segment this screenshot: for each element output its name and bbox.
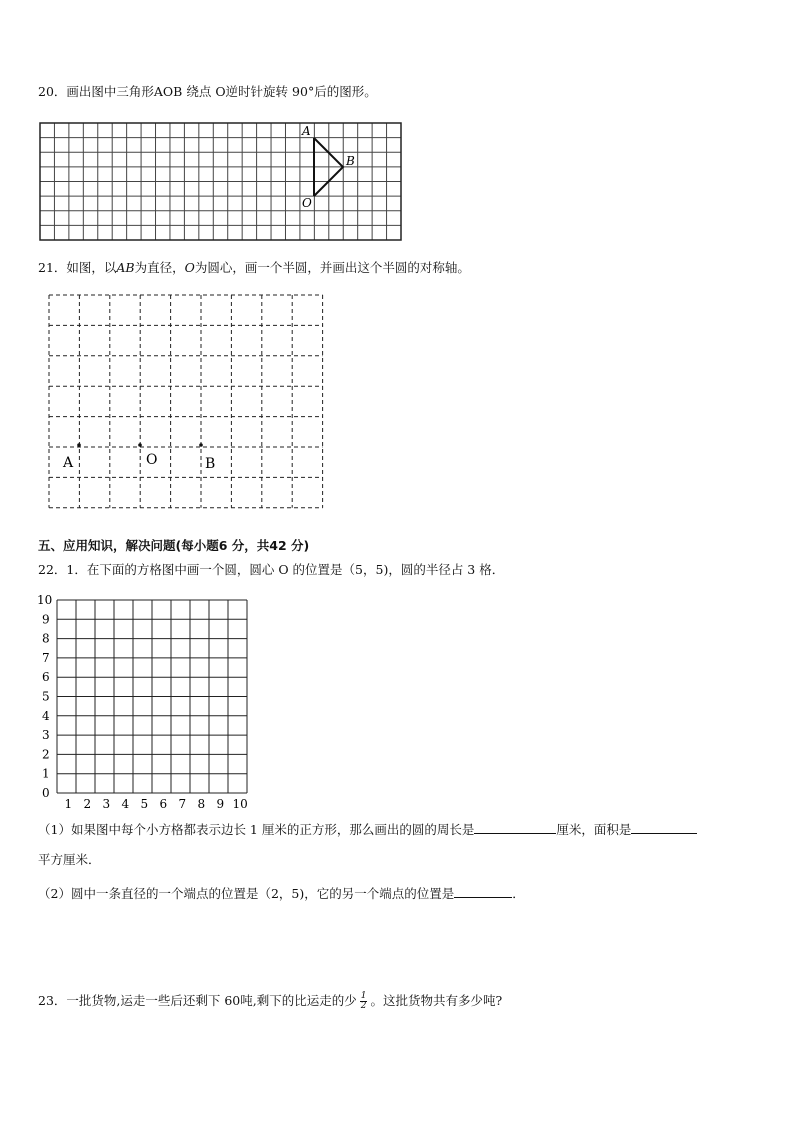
q21-mid: 为直径，: [134, 260, 185, 275]
x-tick-label: 4: [121, 797, 130, 811]
q21-ab: AB: [116, 260, 135, 275]
section-5-title: 五、应用知识，解决问题(每小题6 分，共42 分): [38, 538, 310, 553]
question-20-text: 20．画出图中三角形AOB 绕点 O逆时针旋转 90°后的图形。: [38, 84, 377, 99]
answer-blank-area[interactable]: [631, 820, 697, 834]
x-tick-label: 7: [178, 797, 187, 811]
y-tick-label: 0: [42, 786, 50, 800]
x-tick-label: 3: [102, 797, 111, 811]
x-tick-label: 2: [83, 797, 92, 811]
question-23-text: [38, 990, 502, 1012]
point-o-label: O: [146, 452, 158, 468]
point-b-label: B: [205, 456, 216, 472]
x-tick-label: 8: [197, 797, 206, 811]
point-o-label: O: [302, 196, 312, 210]
point-a-label: A: [302, 124, 311, 138]
point-b-dot: [199, 443, 203, 447]
coordinate-grid-figure: [34, 590, 264, 812]
rotation-grid-figure: [38, 120, 404, 245]
question-21-text: [38, 259, 470, 277]
y-tick-label: 1: [42, 766, 50, 781]
x-tick-label: 1: [64, 797, 73, 811]
dashed-grid-figure: [46, 293, 326, 511]
x-tick-label: 9: [216, 797, 225, 811]
question-22-part2: [38, 884, 525, 903]
q22-p2-a: （2）圆中一条直径的一个端点的位置是（2，5)，它的另一个端点的位置是: [38, 886, 455, 901]
y-tick-label: 8: [42, 631, 50, 646]
x-tick-label: 10: [232, 797, 248, 811]
q23-suffix: 。这批货物共有多少吨?: [370, 993, 503, 1008]
y-tick-label: 3: [42, 728, 50, 743]
q22-p1-c: 平方厘米．: [38, 852, 101, 867]
point-a-dot: [77, 443, 81, 447]
x-tick-label: 5: [140, 797, 149, 811]
y-tick-label: 9: [42, 612, 50, 627]
q21-prefix: 21．如图，以: [38, 260, 117, 275]
y-tick-label: 2: [42, 747, 50, 762]
fraction-one-half: $\frac{1}{2}$: [360, 991, 367, 1011]
answer-blank-circumference[interactable]: [474, 820, 556, 834]
y-tick-label: 4: [42, 708, 50, 723]
y-tick-label: 10: [37, 593, 53, 607]
q22-p2-b: ．: [512, 886, 525, 901]
q22-p1-b: 厘米，面积是: [556, 822, 632, 837]
point-o-dot: [138, 443, 142, 447]
point-b-label: B: [346, 154, 355, 168]
q22-p1-a: （1）如果图中每个小方格都表示边长 1 厘米的正方形，那么画出的圆的周长是: [38, 822, 475, 837]
question-22-part1: [38, 820, 697, 839]
x-tick-label: 6: [159, 797, 168, 811]
q21-o: O: [184, 260, 195, 275]
q23-prefix: 23．一批货物,运走一些后还剩下 60吨,剩下的比运走的少: [38, 993, 357, 1008]
question-22-intro: 22．1．在下面的方格图中画一个圆，圆心 O 的位置是（5，5)，圆的半径占 3 格．: [38, 562, 505, 577]
answer-blank-endpoint[interactable]: [454, 884, 512, 898]
q21-suffix: 为圆心，画一个半圆，并画出这个半圆的对称轴。: [194, 260, 470, 275]
point-a-label: A: [63, 455, 74, 471]
y-tick-label: 7: [42, 650, 50, 665]
y-tick-label: 6: [42, 670, 50, 685]
y-tick-label: 5: [42, 689, 50, 704]
